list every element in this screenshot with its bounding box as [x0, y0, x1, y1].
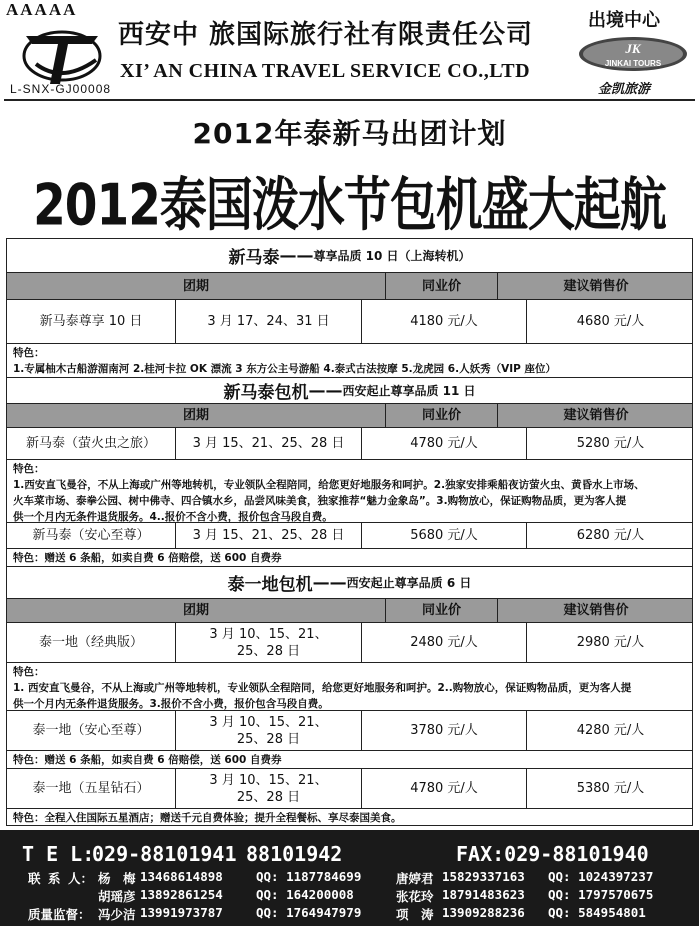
- features-line: 火车菜市场、泰拳公园、树中佛寺、四合镇水乡，品尝风味美食，独家推荐“魅力金象岛”。3.购物放心，保证购物品质，更为客人提: [13, 495, 627, 507]
- jinkai-name-cn: 金凯旅游: [598, 82, 651, 97]
- features-line: 供一个月内无条件退货服务。3.报价不含小费，报价包含马段自费。: [13, 698, 329, 710]
- tour-dates-line: 3 月 10、15、21、: [209, 714, 328, 730]
- section-title-dash: ——: [308, 380, 343, 401]
- tour-dates: [175, 623, 361, 662]
- quality-label: 质量监督：: [28, 907, 91, 922]
- features-line: 1. 西安直飞曼谷，不从上海或广州等地转机，专业领队全程陪同，给您更好地服务和呵护。2..购物放心，保证购物品质，更为客人提: [13, 682, 632, 694]
- contact-name: 张花玲: [396, 889, 434, 904]
- plan-title: 2012年泰新马出团计划: [192, 117, 507, 150]
- license-number: L-SNX-GJ00008: [10, 82, 112, 96]
- outbound-center-label: 出境中心: [588, 10, 660, 31]
- table-header-row: [7, 273, 692, 300]
- table-row: [7, 300, 692, 344]
- badge-initials: JK: [625, 41, 641, 56]
- contact-qq: QQ: 584954801: [548, 905, 646, 920]
- tour-name: 泰一地（五星钻石）: [32, 781, 150, 796]
- section-title-xmt10: [7, 239, 692, 273]
- tour-price-table: [6, 238, 693, 826]
- tour-dates: [175, 711, 361, 750]
- retail-price: 4280 元/人: [526, 711, 694, 750]
- contact-phone: 18791483623: [442, 887, 525, 902]
- table-row: [7, 623, 692, 663]
- retail-price: 4680 元/人: [526, 300, 694, 343]
- company-name-en: XI’ AN CHINA TRAVEL SERVICE CO.,LTD: [120, 60, 531, 82]
- contact-qq: QQ: 1797570675: [548, 887, 654, 902]
- section-title-thai-charter: [7, 567, 692, 599]
- features-label: 特色：: [13, 666, 45, 678]
- tour-dates-line: 25、28 日: [236, 643, 301, 659]
- trade-price: 4780 元/人: [361, 428, 526, 459]
- features-label: 特色：: [13, 347, 45, 359]
- fax-number: FAX:029-88101940: [456, 842, 649, 866]
- section-title-main: 新马泰: [228, 248, 280, 268]
- features-block: [7, 663, 692, 711]
- features-line: 1.西安直飞曼谷，不从上海或广州等地转机，专业领队全程陪同，给您更好地服务和呵护。2.独家安排乘船夜访萤火虫、黄昏水上市场、: [13, 479, 645, 491]
- contact-name: 胡瑶彦: [98, 889, 136, 904]
- section-title-sub: 西安起止尊享品质 11 日: [342, 384, 476, 398]
- table-row: [7, 428, 692, 460]
- header-retail-price: 建议销售价: [497, 273, 694, 299]
- contact-footer: [0, 830, 699, 926]
- contact-name: 冯少洁: [98, 907, 136, 922]
- tour-name: 新马泰尊享 10 日: [39, 314, 143, 329]
- tour-dates: 3 月 17、24、31 日: [175, 300, 361, 343]
- retail-price: 2980 元/人: [526, 623, 694, 662]
- section-title-dash: ——: [279, 245, 314, 266]
- header-trade-price: 同业价: [385, 273, 497, 299]
- tour-name: 新马泰（萤火虫之旅）: [25, 436, 156, 451]
- contact-name: 项 涛: [396, 907, 434, 922]
- tour-dates-line: 3 月 10、15、21、: [209, 626, 328, 642]
- contact-qq: QQ: 164200008: [256, 887, 354, 902]
- tel-number-1: 029-88101941: [92, 842, 237, 866]
- contact-phone: 15829337163: [442, 869, 525, 884]
- header-trade-price: 同业价: [385, 404, 497, 427]
- tour-dates-line: 25、28 日: [236, 789, 301, 805]
- contact-phone: 13909288236: [442, 905, 525, 920]
- tour-dates-line: 25、28 日: [236, 731, 301, 747]
- table-row: [7, 769, 692, 809]
- section-title-dash: ——: [312, 572, 347, 593]
- contact-name: 唐婷君: [396, 871, 434, 886]
- trade-price: 3780 元/人: [361, 711, 526, 750]
- retail-price: 5280 元/人: [526, 428, 694, 459]
- table-header-row: [7, 599, 692, 623]
- features-block: [7, 344, 692, 378]
- header-retail-price: 建议销售价: [497, 599, 694, 622]
- contact-phone: 13991973787: [140, 905, 223, 920]
- tour-dates: 3 月 15、21、25、28 日: [175, 428, 361, 459]
- badge-en: JINKAI TOURS: [604, 59, 662, 68]
- features-text: 1.专属柚木古船游湄南河 2.桂河卡拉 OK 漂流 3 东方公主号游船 4.泰式古法按摩 5.龙虎园 6.人妖秀（VIP 座位）: [13, 363, 556, 375]
- trade-price: 2480 元/人: [361, 623, 526, 662]
- cts-logo-icon: [12, 14, 112, 92]
- table-row: [7, 711, 692, 751]
- section-title-main: 泰一地包机: [227, 575, 313, 595]
- tour-dates: 3 月 15、21、25、28 日: [175, 523, 361, 548]
- trade-price: 5680 元/人: [361, 523, 526, 548]
- note-text: 特色：全程入住国际五星酒店；赠送千元自费体验；提升全程餐标、享尽泰国美食。: [13, 812, 402, 824]
- features-label: 特色：: [13, 463, 45, 475]
- note-row: [7, 549, 692, 567]
- note-row: [7, 809, 692, 826]
- tour-name: 泰一地（安心至尊）: [32, 723, 150, 738]
- tour-name: 泰一地（经典版）: [38, 635, 143, 650]
- headline-title: 2012泰国泼水节包机盛大起航: [33, 172, 666, 240]
- retail-price: 6280 元/人: [526, 523, 694, 548]
- note-row: [7, 751, 692, 769]
- jinkai-logo-icon: [578, 36, 688, 72]
- note-text: 特色：赠送 6 条船，如卖自费 6 倍赔偿，送 600 自费券: [13, 754, 282, 766]
- company-name-cn: 西安中 旅国际旅行社有限责任公司: [118, 20, 534, 50]
- contact-qq: QQ: 1764947979: [256, 905, 362, 920]
- tour-name: 新马泰（安心至尊）: [32, 528, 150, 543]
- tour-dates: [175, 769, 361, 808]
- contact-name: 杨 梅: [98, 871, 136, 886]
- note-text: 特色：赠送 6 条船，如卖自费 6 倍赔偿，送 600 自费券: [13, 552, 282, 564]
- trade-price: 4780 元/人: [361, 769, 526, 808]
- features-block: [7, 460, 692, 523]
- header-divider: [4, 99, 695, 101]
- tour-dates-line: 3 月 10、15、21、: [209, 772, 328, 788]
- features-line: 供一个月内无条件退货服务。4..报价不含小费，报价包含马段自费。: [13, 511, 333, 523]
- section-title-sub: 西安起止尊享品质 6 日: [346, 576, 472, 590]
- contact-phone: 13468614898: [140, 869, 223, 884]
- header-dates: 团期: [182, 278, 209, 294]
- retail-price: 5380 元/人: [526, 769, 694, 808]
- header-trade-price: 同业价: [385, 599, 497, 622]
- contact-phone: 13892861254: [140, 887, 223, 902]
- section-title-main: 新马泰包机: [223, 383, 309, 403]
- header-dates: 团期: [182, 603, 209, 618]
- table-header-row: [7, 404, 692, 428]
- section-title-sub: 尊享品质 10 日（上海转机）: [313, 249, 471, 263]
- contact-qq: QQ: 1187784699: [256, 869, 362, 884]
- contact-label: 联 系 人：: [28, 871, 94, 886]
- trade-price: 4180 元/人: [361, 300, 526, 343]
- contact-qq: QQ: 1024397237: [548, 869, 654, 884]
- section-title-xmt-charter: [7, 378, 692, 404]
- rating-stars-text: AAAAA: [6, 0, 78, 19]
- header-retail-price: 建议销售价: [497, 404, 694, 427]
- tel-label: T E L:: [22, 842, 95, 866]
- table-row: [7, 523, 692, 549]
- header-dates: 团期: [182, 408, 209, 423]
- tel-number-2: 88101942: [246, 842, 343, 866]
